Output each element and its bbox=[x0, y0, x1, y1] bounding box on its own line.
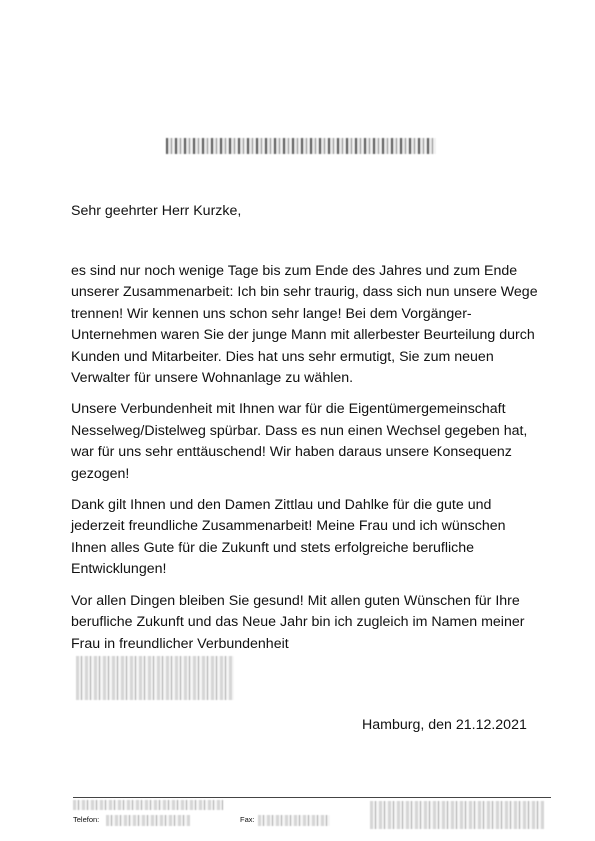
redacted-signature bbox=[76, 656, 234, 700]
paragraph-3: Dank gilt Ihnen und den Damen Zittlau und Dahlke für die gute und jederzeit freundliche Zusammenarbeit! Meine Frau und ich wünschen Ihnen alles Gute für die Zukunft und stets erfolgreiche berufliche Entwicklungen! bbox=[71, 497, 506, 578]
date-line: Hamburg, den 21.12.2021 bbox=[362, 717, 527, 733]
footer-telefon-label: Telefon: bbox=[73, 815, 100, 824]
footer-fax-label: Fax: bbox=[240, 815, 255, 824]
redacted-footer-address bbox=[73, 800, 223, 810]
redacted-footer-right bbox=[370, 801, 544, 829]
redacted-sender-header bbox=[166, 138, 436, 154]
footer-divider bbox=[73, 797, 551, 798]
salutation: Sehr geehrter Herr Kurzke, bbox=[71, 203, 242, 219]
paragraph-4: Vor allen Dingen bleiben Sie gesund! Mit allen guten Wünschen für Ihre berufliche Zukunft und das Neue Jahr bin ich zugleich im Namen meiner Frau in freundlicher Verbundenheit bbox=[71, 592, 525, 652]
redacted-telefon-number bbox=[106, 815, 190, 826]
paragraph-2: Unsere Verbundenheit mit Ihnen war für die Eigentümergemeinschaft Nesselweg/Distelweg spürbar. Dass es nun einen Wechsel gegeben hat, war für uns sehr enttäuschend! Wir haben daraus unsere Konsequenz gezogen! bbox=[71, 401, 528, 482]
paragraph-1: es sind nur noch wenige Tage bis zum Ende des Jahres und zum Ende unserer Zusammenarbeit: Ich bin sehr traurig, dass sich nun unsere Wege trennen! Wir kennen uns schon sehr lange! Bei dem Vorgänger-Unternehmen waren Sie der junge Mann mit allerbester Beurteilung durch Kunden und Mitarbeiter. Dies hat uns sehr ermutigt, Sie zum neuen Verwalter für unsere Wohnanlage zu wählen. bbox=[71, 263, 538, 387]
letter-body bbox=[71, 261, 541, 665]
redacted-fax-number bbox=[258, 815, 330, 826]
